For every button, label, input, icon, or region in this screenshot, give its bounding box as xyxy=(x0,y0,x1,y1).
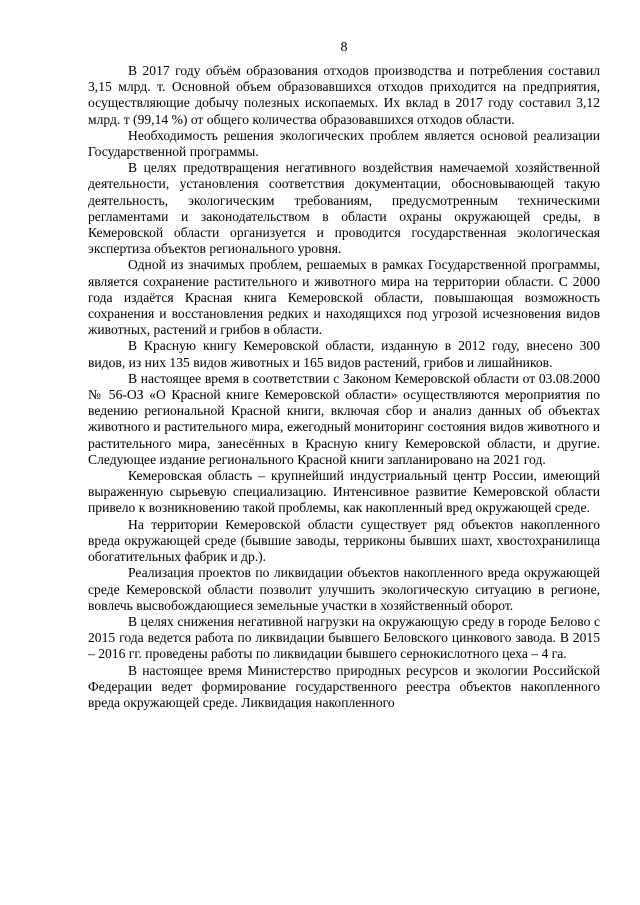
paragraph-belovo-zinc-plant: В целях снижения негативной нагрузки на окружающую среду в городе Белово с 2015 года ведется работа по ликвидации бывшего Беловского цинкового завода. В 2015 – 2016 гг. проведены работы по ликвидации бывшего сернокислотного цеха – 4 га. xyxy=(88,613,600,662)
paragraph-ecological-expertise: В целях предотвращения негативного воздействия намечаемой хозяйственной деятельности, установления соответствия документации, обосновывающей такую деятельность, экологическим требованиям, предусмотренным техническими регламентами и законодательством в области охраны окружающей среды, в Кемеровской области организуется и проводится государственная экологическая экспертиза объектов регионального уровня. xyxy=(88,160,600,257)
body-text xyxy=(88,63,600,711)
paragraph-red-book-law: В настоящее время в соответствии с Законом Кемеровской области от 03.08.2000 № 56-ОЗ «О Красной книге Кемеровской области» осуществляются мероприятия по ведению региональной Красной книги, включая сбор и анализ данных об объектах животного и растительного мира, ежегодный мониторинг состояния видов животного и растительного мира, занесённых в Красную книгу Кемеровской области, и другие. Следующее издание регионального Красной книги запланировано на 2021 год. xyxy=(88,370,600,467)
paragraph-red-book-species: В Красную книгу Кемеровской области, изданную в 2012 году, внесено 300 видов, из них 135 видов животных и 165 видов растений, грибов и лишайников. xyxy=(88,338,600,370)
page-number: 8 xyxy=(340,40,348,55)
paragraph-state-registry: В настоящее время Министерство природных ресурсов и экологии Российской Федерации ведет формирование государственного реестра объектов накопленного вреда окружающей среде. Ликвидация накопленного xyxy=(88,662,600,710)
paragraph-industrial-center: Кемеровская область – крупнейший индустриальный центр России, имеющий выраженную сырьевую специализацию. Интенсивное развитие Кемеровской области привело к возникновению такой проблемы, как накопленный вред окружающей среде. xyxy=(88,468,600,516)
paragraph-ecological-problems: Необходимость решения экологических проблем является основой реализации Государственной программы. xyxy=(88,127,600,160)
paragraph-red-book-intro: Одной из значимых проблем, решаемых в рамках Государственной программы, является сохранение растительного и животного мира на территории области. С 2000 года издаётся Красная книга Кемеровской области, повышающая возможность сохранения и восстановления редких и находящихся под угрозой исчезновения видов животных, растений и грибов в области. xyxy=(88,257,600,338)
paragraph-waste-volume: В 2017 году объём образования отходов производства и потребления составил 3,15 млрд. т. Основной объем образовавшихся отходов приходится на предприятия, осуществляющие добычу полезных ископаемых. Их вклад в 2017 году составил 3,12 млрд. т (99,14 %) от общего количества образовавшихся отходов области. xyxy=(88,63,600,127)
paragraph-liquidation-projects: Реализация проектов по ликвидации объектов накопленного вреда окружающей среде Кемеровской области позволит улучшить экологическую ситуацию в регионе, вовлечь высвобождающиеся земельные участки в хозяйственный оборот. xyxy=(88,565,600,613)
paragraph-accumulated-harm-objects: На территории Кемеровской области существует ряд объектов накопленного вреда окружающей среде (бывшие заводы, терриконы бывших шахт, хвостохранилища обогатительных фабрик и др.). xyxy=(88,516,600,565)
